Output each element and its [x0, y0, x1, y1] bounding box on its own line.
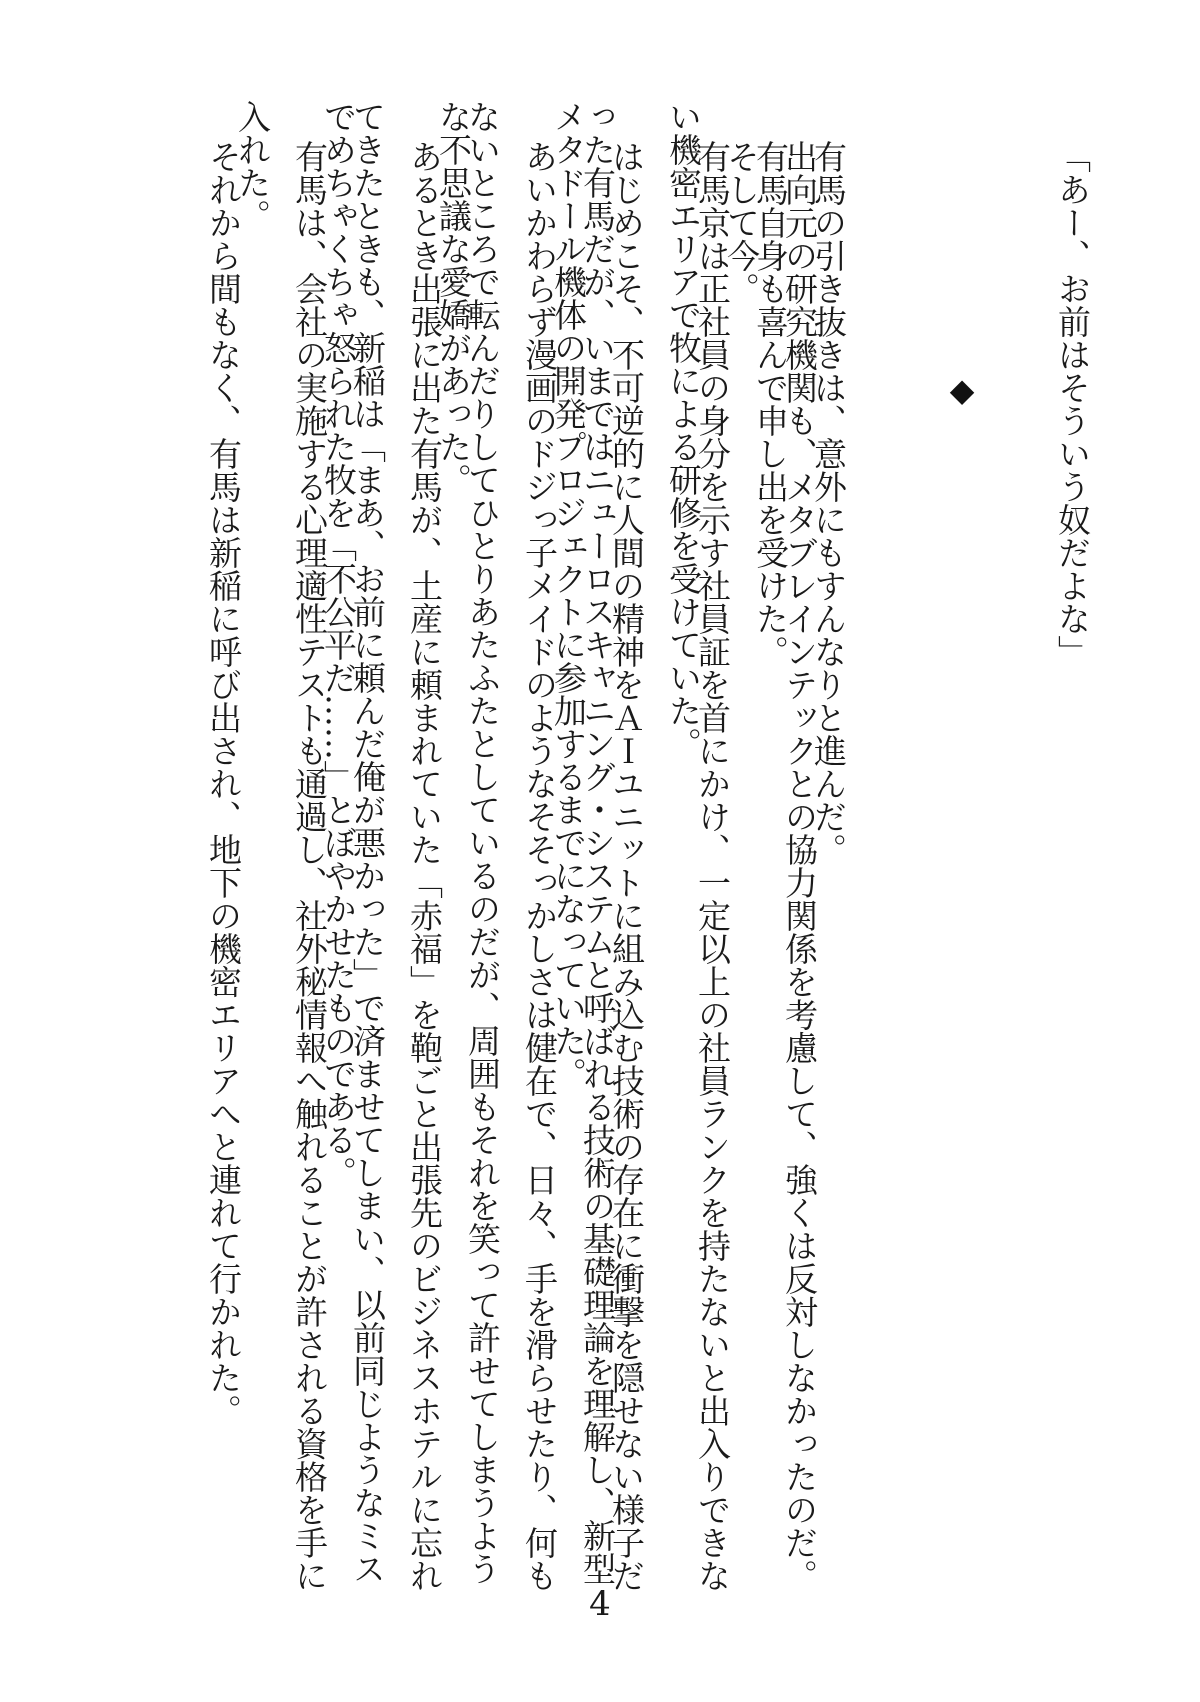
text-column: 有馬の引き抜きは、意外にもすんなりと進んだ。: [809, 140, 848, 866]
text-column: あいかわらず漫画のドジっ子メイドのようなそそっかしさは健在で、日々、手を滑らせたり、何も: [520, 140, 559, 1592]
text-column: ないところで転んだりしてひとりあたふたとしているのだが、周囲もそれを笑って許せてしまうよう: [463, 100, 502, 1585]
text-column: それから間もなく、有馬は新稲に呼び出され、地下の機密エリアへと連れて行かれた。: [204, 140, 243, 1427]
text-column: 有馬は、会社の実施する心理適性テストも通過し、社外秘情報へ触れることが許される資格を手に: [290, 140, 329, 1592]
text-column: った有馬だが、いまではニューロスキャニング・システムと呼ばれる技術の基礎理論を理解し、新型: [578, 100, 617, 1585]
text-column: 出向元の研究機関も、メタブレインテックとの協力関係を考慮して、強くは反対しなかったのだ。: [780, 140, 819, 1592]
text-column: あるとき出張に出た有馬が、土産に頼まれていた「赤福」を鞄ごと出張先のビジネスホテルに忘れ: [405, 140, 444, 1592]
text-column: な不思議な愛嬌があった。: [434, 100, 473, 496]
text-column: 有馬自身も喜んで申し出を受けた。: [751, 140, 790, 668]
text-column: 入れた。: [233, 100, 272, 232]
text-column: 有馬京は正社員の身分を示す社員証を首にかけ、一定以上の社員ランクを持たないと出入りできな: [693, 140, 732, 1592]
section-divider-diamond: ◆: [949, 371, 975, 409]
text-column: い機密エリアで牧による研修を受けていた。: [664, 100, 703, 760]
text-column: そして今。: [722, 140, 761, 305]
page-number: 4: [589, 1584, 611, 1624]
text-column: 「あー、お前はそういう奴だよな」: [1053, 140, 1092, 668]
text-column: はじめこそ、不可逆的に人間の精神をＡＩユニットに組み込む技術の存在に衝撃を隠せない様子だ: [607, 140, 646, 1592]
text-column: でめちゃくちゃ怒られた牧を「不公平だ……」とぼやかせたものである。: [319, 100, 358, 1189]
text-column: てきたときも、新稲は「まあ、お前に頼んだ俺が悪かった」で済ませてしまい、以前同じようなミス: [348, 100, 387, 1585]
text-column: メタドール機体の開発プロジェクトに参加するまでになっていた。: [549, 100, 588, 1090]
